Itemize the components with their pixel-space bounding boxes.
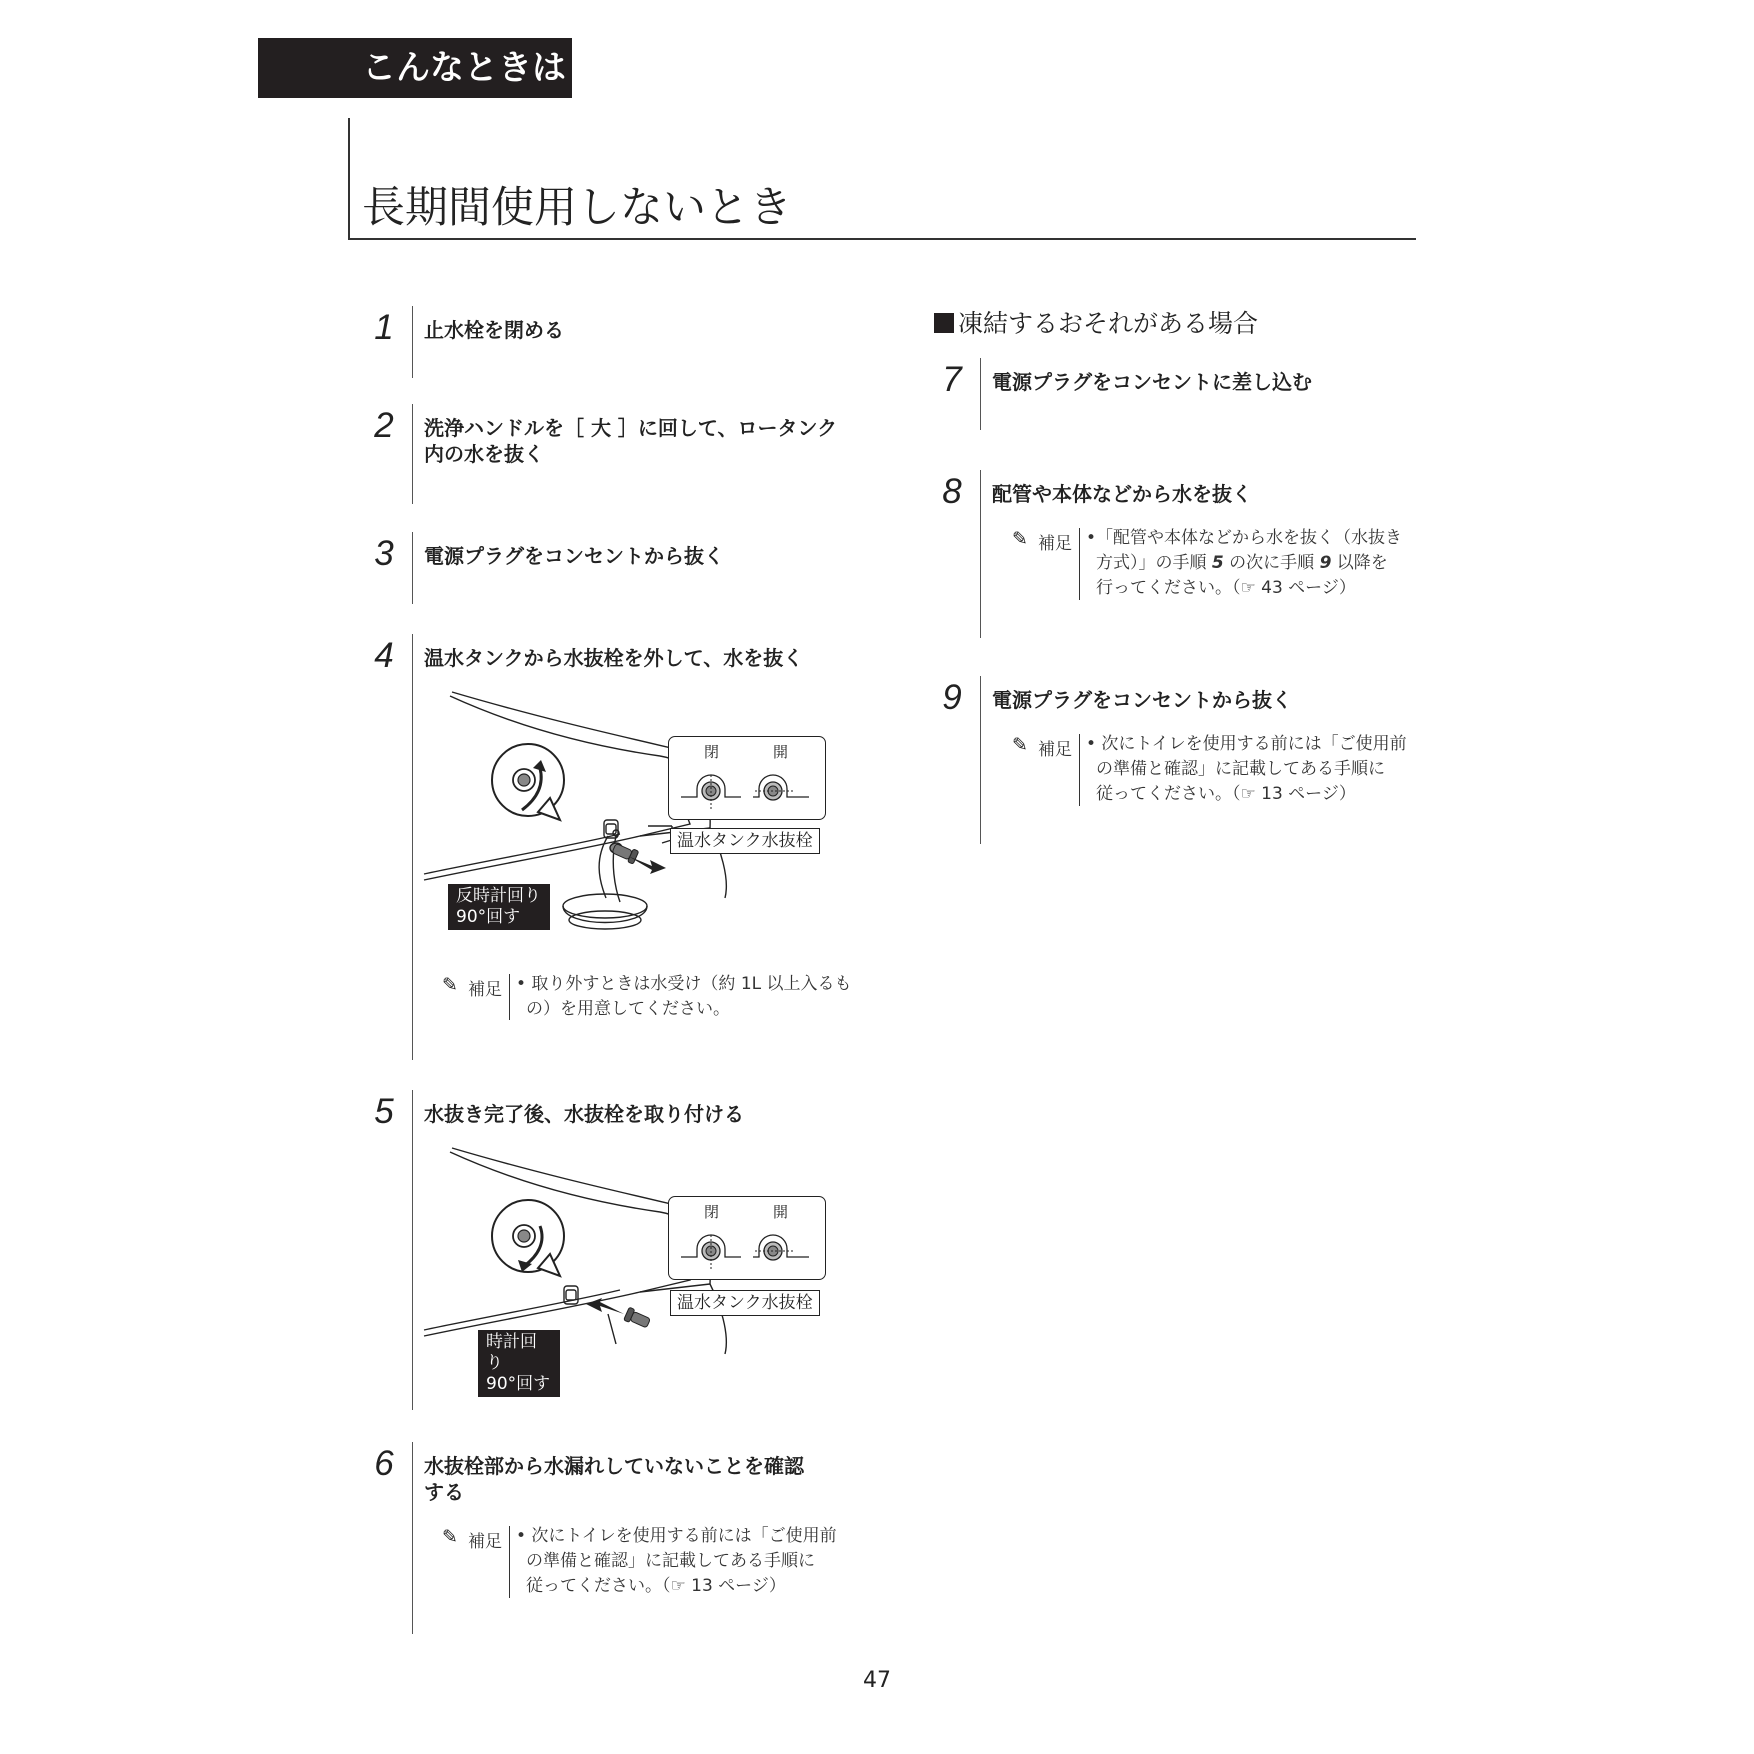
- drain-plug-callout: 温水タンク水抜栓: [670, 1290, 820, 1316]
- pencil-icon: ✎: [1012, 528, 1028, 550]
- note-bar: [1079, 528, 1080, 600]
- step-title: 電源プラグをコンセントに差し込む: [992, 370, 1312, 394]
- step-divider: [412, 1442, 413, 1634]
- note-label: 補足: [1038, 740, 1072, 760]
- note-line: の）を用意してください。: [526, 999, 730, 1019]
- section-tab-label: こんなときは: [362, 48, 566, 88]
- valve-position-legend: [668, 736, 826, 820]
- note-line: 従ってください。（☞ 13 ページ）: [1096, 784, 1356, 804]
- step-title: 電源プラグをコンセントから抜く: [424, 544, 724, 568]
- note-label: 補足: [1038, 534, 1072, 554]
- title-bracket-vertical: [348, 118, 350, 240]
- step-title: 温水タンクから水抜栓を外して、水を抜く: [424, 646, 804, 670]
- rotation-angle: 90°回す: [456, 907, 521, 927]
- step-divider: [412, 532, 413, 604]
- step-title: 配管や本体などから水を抜く: [992, 482, 1252, 506]
- square-bullet-icon: [934, 313, 954, 333]
- step-title: 水抜き完了後、水抜栓を取り付ける: [424, 1102, 744, 1126]
- step-divider: [980, 470, 981, 638]
- valve-open-label: 開: [773, 743, 789, 761]
- note-bar: [509, 974, 510, 1020]
- note-label: 補足: [468, 1532, 502, 1552]
- freezing-subheading: [934, 304, 1258, 340]
- note-line: の準備と確認」に記載してある手順に: [1096, 759, 1385, 779]
- step-title-line2: 内の水を抜く: [424, 442, 544, 466]
- step-divider: [412, 306, 413, 378]
- step-divider: [412, 634, 413, 1060]
- pencil-icon: ✎: [442, 974, 458, 996]
- valve-closed-label: 閉: [704, 1203, 720, 1221]
- step-number: 7: [942, 360, 962, 399]
- valve-closed-label: 閉: [704, 743, 720, 761]
- pencil-icon: ✎: [442, 1526, 458, 1548]
- step-divider: [412, 1090, 413, 1410]
- drain-plug-callout: 温水タンク水抜栓: [670, 828, 820, 854]
- pencil-icon: ✎: [1012, 734, 1028, 756]
- step-number: 9: [942, 678, 962, 717]
- step-title: 水抜栓部から水漏れしていないことを確認: [424, 1454, 804, 1478]
- step-number: 5: [374, 1092, 394, 1131]
- note-bar: [1079, 734, 1080, 806]
- rotation-angle: 90°回す: [486, 1374, 551, 1394]
- step-divider: [980, 676, 981, 844]
- step-title: 止水栓を閉める: [424, 318, 564, 342]
- note-line: •「配管や本体などから水を抜く（水抜き: [1086, 528, 1403, 548]
- step-title: 洗浄ハンドルを［ 大 ］に回して、ロータンク: [424, 416, 838, 440]
- section-tab: [258, 38, 572, 98]
- page-number: 47: [863, 1668, 891, 1693]
- note-line: 行ってください。（☞ 43 ページ）: [1096, 578, 1356, 598]
- step-title: 電源プラグをコンセントから抜く: [992, 688, 1292, 712]
- step-number: 2: [374, 406, 394, 445]
- step-number: 4: [374, 636, 394, 675]
- valve-open-label: 開: [773, 1203, 789, 1221]
- note-line: • 次にトイレを使用する前には「ご使用前: [1086, 734, 1407, 754]
- note-label: 補足: [468, 980, 502, 1000]
- page-title: 長期間使用しないとき: [362, 183, 792, 233]
- valve-position-icons: [669, 1221, 825, 1275]
- step-number: 6: [374, 1444, 394, 1483]
- subheading-text: 凍結するおそれがある場合: [958, 309, 1259, 338]
- step-number: 1: [374, 308, 394, 347]
- step-divider: [980, 358, 981, 430]
- note-line: • 次にトイレを使用する前には「ご使用前: [516, 1526, 837, 1546]
- note-bar: [509, 1526, 510, 1598]
- step-title-line2: する: [424, 1480, 464, 1504]
- note-line: 方式）」の手順 5 の次に手順 9 以降を: [1096, 553, 1388, 573]
- valve-position-legend: [668, 1196, 826, 1280]
- note-line: 従ってください。（☞ 13 ページ）: [526, 1576, 786, 1596]
- step-number: 3: [374, 534, 394, 573]
- rotation-direction: 時計回り: [486, 1332, 537, 1373]
- rotation-direction: 反時計回り: [456, 886, 541, 906]
- valve-position-icons: [669, 761, 825, 815]
- step-number: 8: [942, 472, 962, 511]
- note-line: • 取り外すときは水受け（約 1L 以上入るも: [516, 974, 852, 994]
- title-underline: [348, 238, 1416, 240]
- note-line: の準備と確認」に記載してある手順に: [526, 1551, 815, 1571]
- rotation-label: [478, 1330, 560, 1397]
- step-divider: [412, 404, 413, 504]
- rotation-label: [448, 884, 550, 930]
